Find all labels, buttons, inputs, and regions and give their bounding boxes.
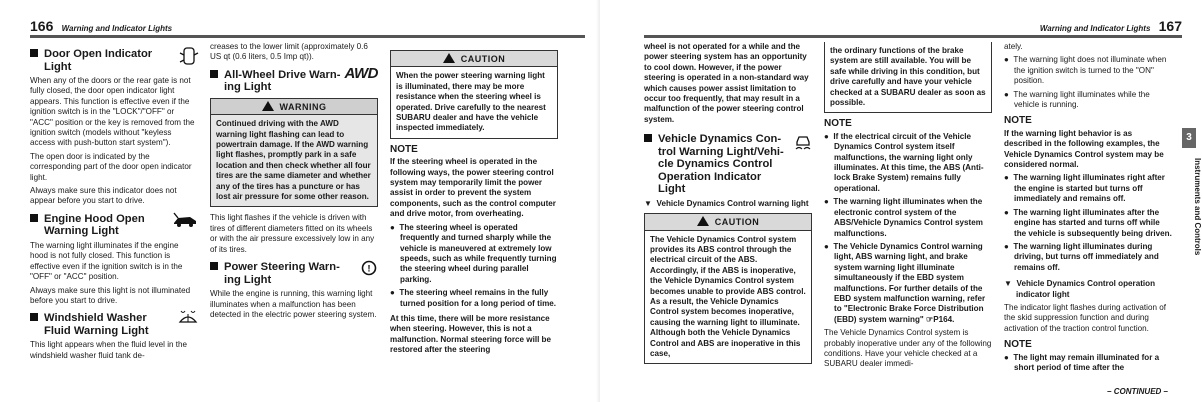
col2-p2: This light flashes if the vehicle is driven with tires of different diameters fitted on its wheels or with the air pressure excessively low in any of its tires. bbox=[210, 213, 375, 254]
warning-text: Continued driving with the AWD warning light flashing can lead to powertrain damage. If the AWD warning light flashes, promptly park in a safe location and then check whether all four tires are the same diameter and whether any of the tires has a puncture or has lost air pressure for some other reason. bbox=[211, 115, 377, 206]
r-bullet-2: ● The warning light illuminates while the vehicle is running. bbox=[1004, 89, 1150, 110]
header-rule bbox=[644, 35, 1182, 38]
door-open-heading: Door Open Indicator Light bbox=[30, 48, 198, 73]
right-col-3 bbox=[1004, 42, 1172, 376]
r-note-bullet-3: ● The Vehicle Dynamics Control warning light, ABS warning light, and brake system warning light illuminate simultaneously if the EBD system malfunctions. For further details of the EBD system malfunction warning, refer to "Electronic Brake Force Distribution (EBD) system warning" ☞P164. bbox=[824, 241, 986, 324]
awd-icon: AWD bbox=[344, 64, 378, 82]
r-note-bullet-1: ● If the electrical circuit of the Vehicle Dynamics Control system itself malfunctions, the warning light only illuminates. At this time, the ABS (Anti-lock Brake System) remains fully operational. bbox=[824, 131, 984, 193]
continued-label: – CONTINUED – bbox=[1107, 387, 1168, 396]
hood-open-heading: Engine Hood Open Warning Light bbox=[30, 213, 198, 238]
col2-p3: While the engine is running, this warning light illuminates when a malfunction has been detected in the electric power steering system. bbox=[210, 289, 377, 319]
washer-fluid-icon bbox=[178, 310, 198, 326]
right-col-1 bbox=[644, 42, 812, 370]
hood-p2: Always make sure this light is not illuminated before you start to drive. bbox=[30, 285, 191, 305]
vdc-subheading: ▼ Vehicle Dynamics Control warning light bbox=[644, 198, 809, 208]
right-page-header bbox=[1040, 18, 1182, 36]
svg-text:!: ! bbox=[367, 263, 371, 274]
hood-open-icon bbox=[172, 213, 198, 227]
warning-triangle-icon bbox=[262, 101, 274, 111]
vdc-heading: Vehicle Dynamics Con- trol Warning Light/Vehi- cle Dynamics Control Operation Indicator Light bbox=[644, 133, 812, 196]
vdc-operation-heading: ▼ Vehicle Dynamics Control operation indicator light bbox=[1004, 279, 1156, 299]
running-title: Warning and Indicator Lights bbox=[61, 24, 173, 33]
r-col2-p1: The Vehicle Dynamics Control system is probably inoperative under any of the following conditions. Have your vehicle checked at a SUBARU dealer immedi- bbox=[824, 328, 992, 369]
awd-warning-box bbox=[210, 98, 378, 208]
r-note-bullet-c: ● The warning light illuminates during driving, but turns off immediately and remains off. bbox=[1004, 241, 1159, 272]
caution-header: CAUTION bbox=[645, 214, 811, 230]
caution-text: The Vehicle Dynamics Control system provides its ABS control through the electrical circuit of the ABS. Accordingly, if the ABS is inoperative, the Vehicle Dynamics Control system becomes unable to provide ABS control. As a result, the Vehicle Dynamics Control system becomes inoperative, causing the warning light to illuminate. Although both the Vehicle Dynamics Control and ABS are inoperative in this case, bbox=[650, 234, 806, 359]
caution-triangle-icon bbox=[697, 216, 709, 226]
door-open-icon bbox=[180, 46, 198, 66]
page-number: 167 bbox=[1158, 18, 1182, 34]
r-note-bullet-a: ● The warning light illuminates right after the engine is started but turns off immediately and remains off. bbox=[1004, 173, 1165, 204]
note-p2: At this time, there will be more resistance when steering. However, this is not a malfunction. Normal steering force will be restored after the steering bbox=[390, 313, 552, 355]
col2-p1: creases to the lower limit (approximately 0.6 US qt (0.6 liters, 0.5 Imp qt)). bbox=[210, 42, 368, 62]
note-p1: If the steering wheel is operated in the following ways, the power steering control system may temporarily limit the power assist in order to prevent the system components, such as the control computer and drive motor, from overheating. bbox=[390, 157, 556, 219]
left-page-header bbox=[30, 18, 172, 36]
r-note-p1: If the warning light behavior is as described in the following examples, the Vehicle Dynamics Control system may be considered normal. bbox=[1004, 128, 1164, 170]
caution-text: When the power steering warning light is illuminated, there may be more resistance when the steering wheel is operated. Drive carefully to the nearest SUBARU dealer and have the vehicle inspected immediately. bbox=[396, 71, 546, 133]
right-page bbox=[600, 0, 1200, 402]
page-number: 166 bbox=[30, 18, 54, 34]
caution-triangle-icon bbox=[443, 53, 455, 63]
note-heading: NOTE bbox=[824, 118, 852, 130]
power-steering-icon bbox=[360, 260, 378, 276]
washer-fluid-heading: Windshield Washer Fluid Warning Light bbox=[30, 312, 198, 337]
r-col1-p1: wheel is not operated for a while and the power steering system has an opportunity to cool down. However, if the power steering is operated in a non-standard way which causes power assist limitation to occur too frequently, that may result in a malfunction of the power steering control system. bbox=[644, 42, 809, 124]
note-heading: NOTE bbox=[1004, 115, 1032, 127]
door-p2: The open door is indicated by the corresponding part of the door open indicator light. bbox=[30, 151, 192, 182]
caution-box-continued bbox=[824, 42, 992, 113]
caution-text-continued: the ordinary functions of the brake system are still available. You will be safe while driving in this condition, but drive carefully and have your vehicle checked at a SUBARU dealer as soon as possible. bbox=[830, 46, 986, 108]
washer-p1: This light appears when the fluid level in the windshield washer fluid tank de- bbox=[30, 340, 188, 360]
door-p3: Always make sure this indicator does not appear before you start to drive. bbox=[30, 186, 177, 206]
left-page bbox=[0, 0, 600, 402]
door-p1: When any of the doors or the rear gate is not fully closed, the door open indicator light appears. This function is effective even if the ignition switch is in the "LOCK"/"OFF" or "ACC" position or the key is removed from the ignition switch (models without "keyless access with push-button start system"). bbox=[30, 76, 195, 148]
note-heading: NOTE bbox=[390, 143, 418, 155]
r-note2-bullet-1: ● The light may remain illuminated for a short period of time after the bbox=[1004, 352, 1160, 372]
vdc-warning-icon bbox=[794, 133, 812, 151]
caution-header: CAUTION bbox=[391, 51, 557, 67]
hood-p1: The warning light illuminates if the engine hood is not fully closed. This function is effective even if the ignition switch is in the "OFF" or "ACC" position. bbox=[30, 240, 183, 282]
note-bullet-2: ● The steering wheel remains in the fully turned position for a long period of time. bbox=[390, 288, 557, 308]
warning-header: WARNING bbox=[211, 99, 377, 115]
note-heading-2: NOTE bbox=[1004, 339, 1032, 351]
note-bullet-1: ● The steering wheel is operated frequently and turned sharply while the vehicle is maneuvered at extremely low speeds, such as while frequently turning the steering wheel during parallel parking. bbox=[390, 222, 557, 284]
awd-heading: All-Wheel Drive Warn- ing Light AWD bbox=[210, 69, 378, 94]
left-col-1 bbox=[30, 42, 198, 364]
r-bullet-1: ● The warning light does not illuminate when the ignition switch is turned to the "ON" position. bbox=[1004, 55, 1167, 86]
left-col-3 bbox=[390, 42, 558, 359]
left-col-2 bbox=[210, 42, 378, 323]
r-note-bullet-b: ● The warning light illuminates after the engine has started and turns off while the vehicle is subsequently being driven. bbox=[1004, 207, 1172, 238]
power-steering-heading: Power Steering Warn- ing Light ! bbox=[210, 261, 378, 286]
chapter-side-label: Instruments and Controls bbox=[1193, 158, 1202, 256]
r-col3-p1: ately. bbox=[1004, 42, 1023, 51]
header-rule bbox=[30, 35, 585, 38]
r-note-bullet-2: ● The warning light illuminates when the electronic control system of the ABS/Vehicle Dynamics Control system malfunctions. bbox=[824, 197, 983, 238]
chapter-tab[interactable]: 3 bbox=[1182, 128, 1196, 148]
ps-caution-box bbox=[390, 50, 558, 139]
vdc-caution-box bbox=[644, 213, 812, 364]
right-col-2 bbox=[824, 42, 992, 373]
r-op-p1: The indicator light flashes during activation of the skid suppression function and during activation of the traction control function. bbox=[1004, 302, 1166, 333]
running-title: Warning and Indicator Lights bbox=[1039, 24, 1151, 33]
